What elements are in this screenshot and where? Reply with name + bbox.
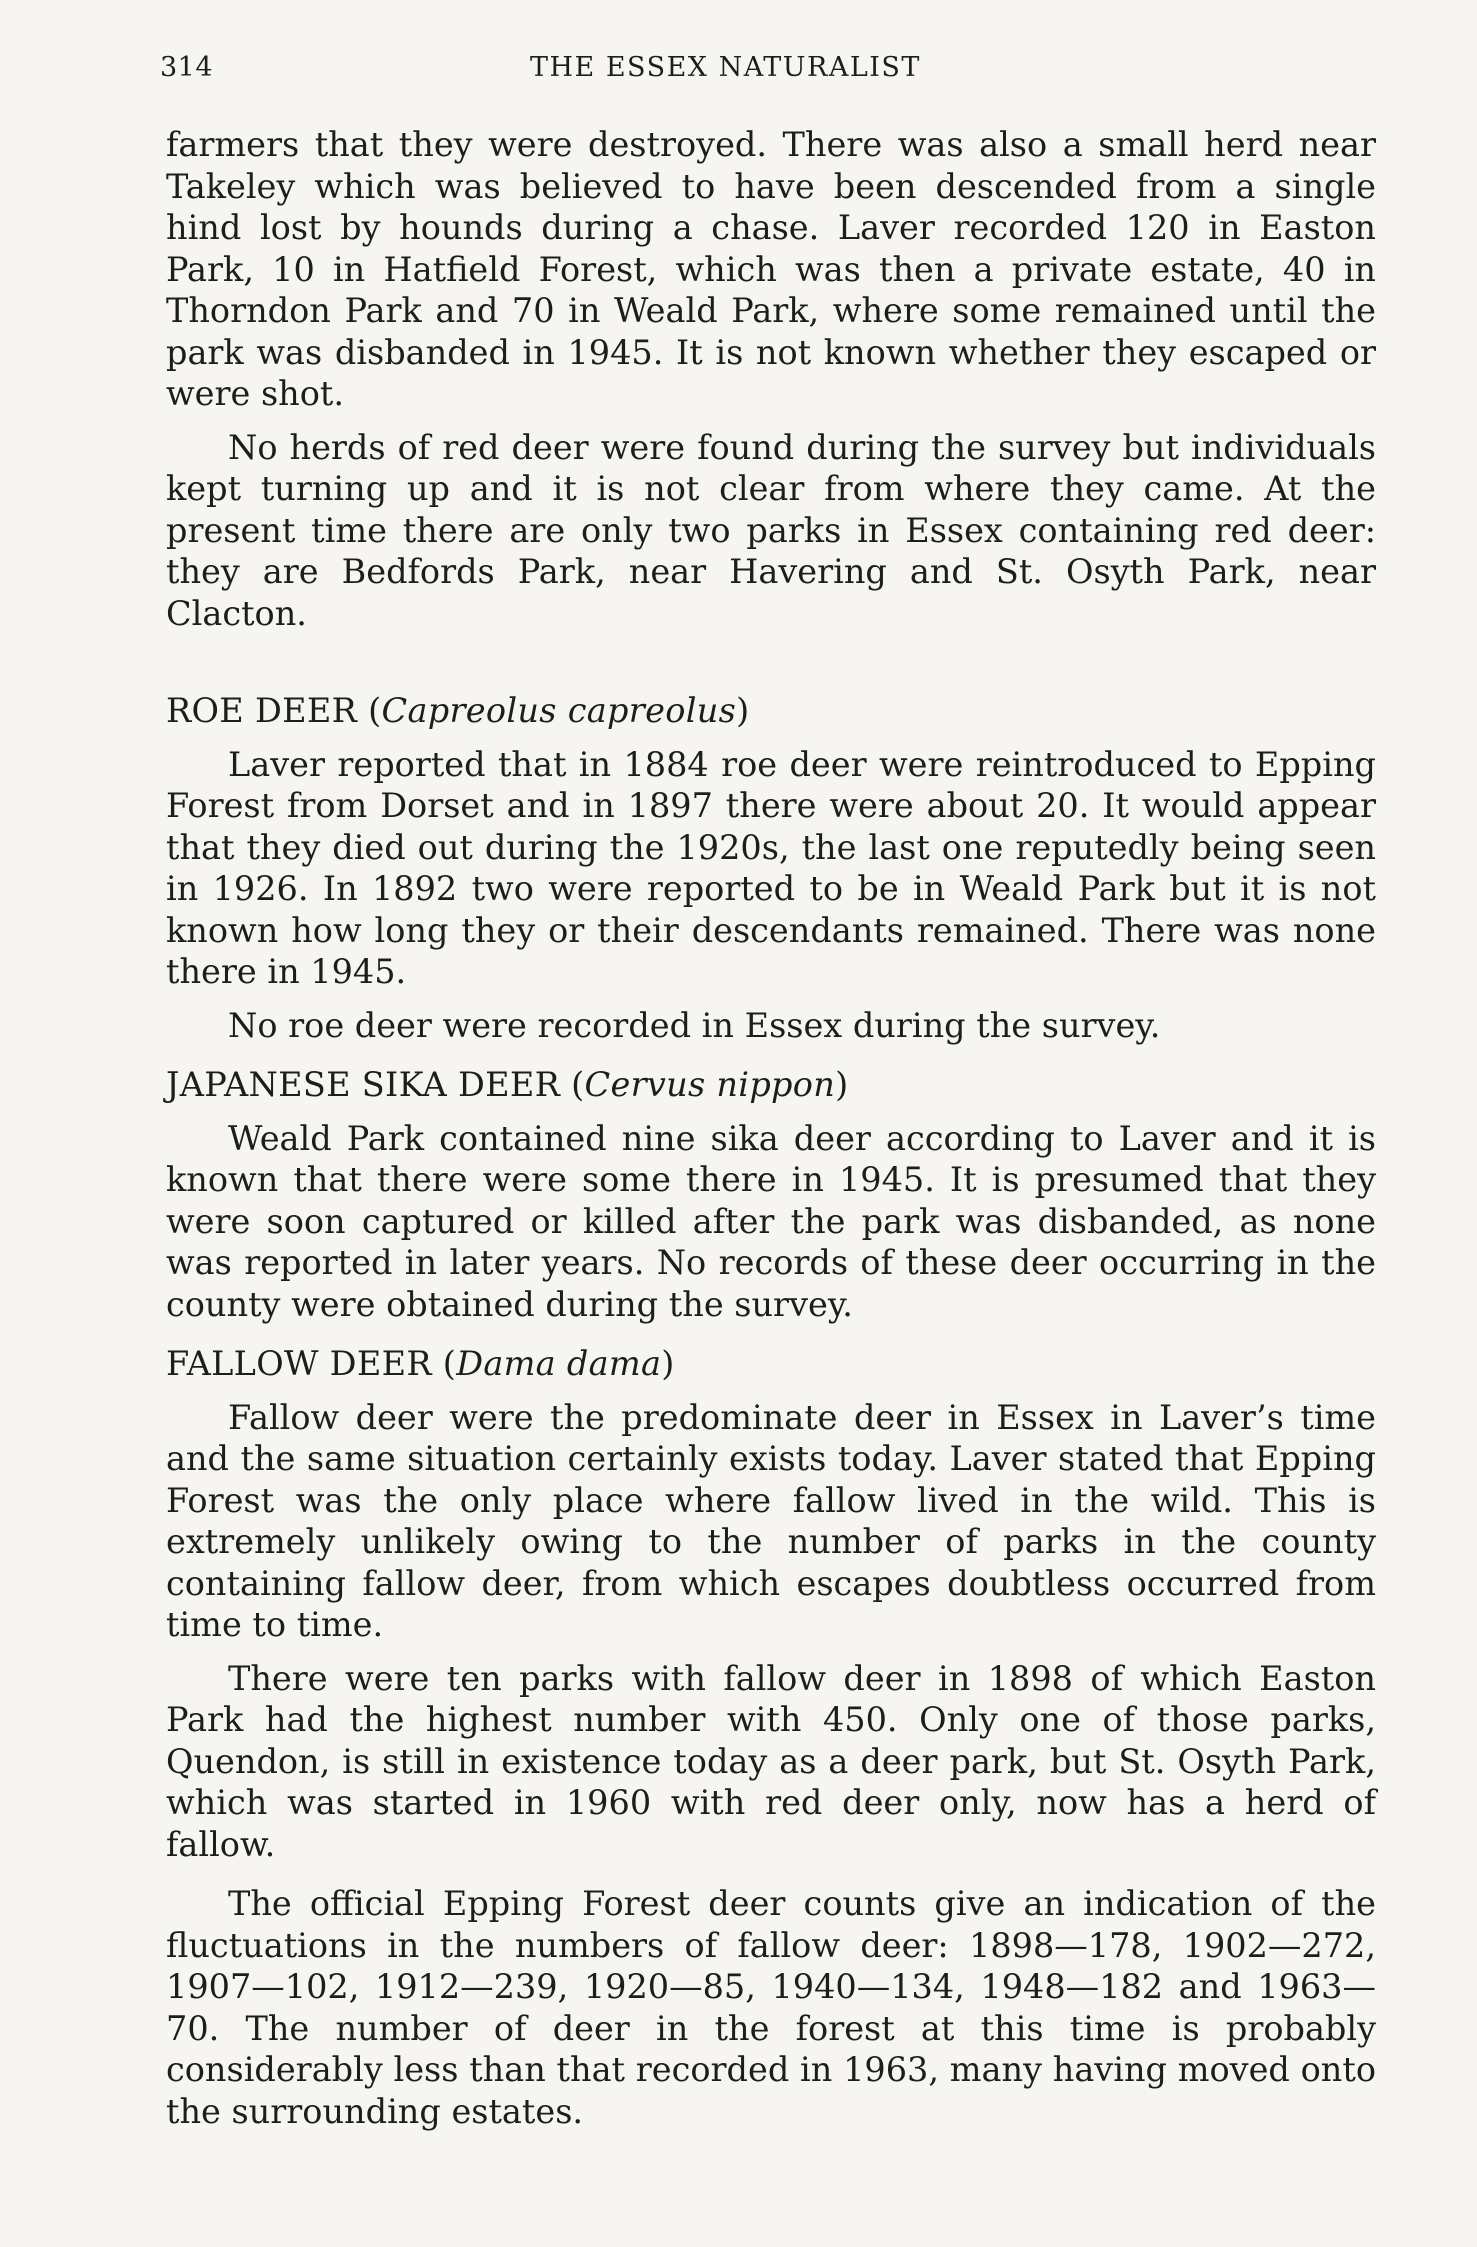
section-heading-roe-deer: ROE DEER (Capreolus capreolus): [166, 691, 750, 730]
running-head: [160, 52, 1380, 92]
fallow-deer-paragraph-3: The official Epping Forest deer counts give an indication of the fluctuations in the numbers of fallow deer: 1898—178, 1902—272, 1907—102, 1912—239, 1920—85, 1940—134, 1948—182 and 1963—70. The number of deer in the forest at this time is probably considerably less than that recorded in 1963, many having moved onto the surrounding estates.: [166, 1884, 1376, 2131]
page-number: 314: [160, 52, 214, 83]
journal-title: THE ESSEX NATURALIST: [530, 52, 921, 83]
section-heading-sika-deer: JAPANESE SIKA DEER (Cervus nippon): [166, 1065, 849, 1104]
intro-paragraph-1: farmers that they were destroyed. There was also a small herd near Takeley which was believed to have been descended from a single hind lost by hounds during a chase. Laver recorded 120 in Easton Park, 10 in Hatfield Forest, which was then a private estate, 40 in Thorndon Park and 70 in Weald Park, where some remained until the park was disbanded in 1945. It is not known whether they escaped or were shot.: [166, 125, 1376, 413]
fallow-deer-paragraph-2: There were ten parks with fallow deer in 1898 of which Easton Park had the highest number with 450. Only one of those parks, Quendon, is still in existence today as a deer park, but St. Osyth Park, which was started in 1960 with red deer only, now has a herd of fallow.: [166, 1658, 1376, 1864]
heading-latin-name: Capreolus capreolus: [381, 691, 737, 730]
roe-deer-paragraph-2: No roe deer were recorded in Essex during the survey.: [228, 1005, 1161, 1045]
sika-deer-paragraph-1: Weald Park contained nine sika deer according to Laver and it is known that there were some there in 1945. It is presumed that they were soon captured or killed after the park was disbanded, as none was reported in later years. No records of these deer occurring in the county were obtained during the survey.: [166, 1118, 1376, 1324]
fallow-deer-paragraph-1: Fallow deer were the predominate deer in Essex in Laver’s time and the same situation certainly exists today. Laver stated that Epping Forest was the only place where fallow lived in the wild. This is extremely unlikely owing to the number of parks in the county containing fallow deer, from which escapes doubtless occurred from time to time.: [166, 1397, 1376, 1644]
intro-paragraph-2: No herds of red deer were found during the survey but individuals kept turning up and it is not clear from where they came. At the present time there are only two parks in Essex containing red deer: they are Bedfords Park, near Havering and St. Osyth Park, near Clacton.: [166, 427, 1376, 633]
heading-common-name: ROE DEER: [166, 691, 358, 730]
heading-common-name: JAPANESE SIKA DEER: [166, 1065, 561, 1104]
heading-common-name: FALLOW DEER: [166, 1344, 432, 1383]
heading-latin-name: Dama dama: [456, 1344, 662, 1383]
article-body: [166, 124, 1376, 2132]
roe-deer-paragraph-1: Laver reported that in 1884 roe deer were reintroduced to Epping Forest from Dorset and in 1897 there were about 20. It would appear that they died out during the 1920s, the last one reputedly being seen in 1926. In 1892 two were reported to be in Weald Park but it is not known how long they or their descendants remained. There was none there in 1945.: [166, 744, 1376, 991]
heading-latin-name: Cervus nippon: [584, 1065, 836, 1104]
section-heading-fallow-deer: FALLOW DEER (Dama dama): [166, 1344, 675, 1383]
